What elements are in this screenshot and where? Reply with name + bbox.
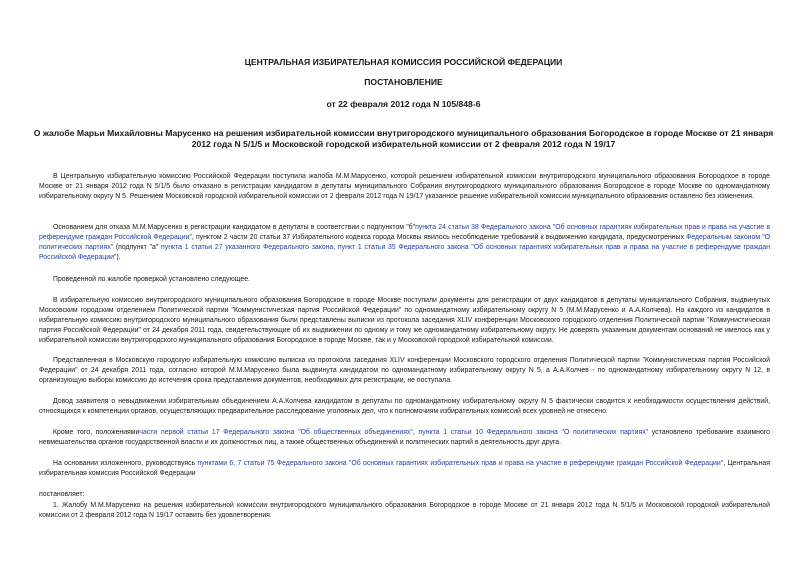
paragraph-refusal-grounds (39, 223, 770, 263)
document-date-number: от 22 февраля 2012 года N 105/848-6 (326, 99, 481, 109)
document-type: ПОСТАНОВЛЕНИЕ (364, 77, 443, 87)
paragraph-non-interference (39, 428, 770, 448)
text-fragment: ). (116, 254, 121, 262)
commission-name: ЦЕНТРАЛЬНАЯ ИЗБИРАТЕЛЬНАЯ КОМИССИЯ РОССИЙСКОЙ ФЕДЕРАЦИИ (244, 57, 563, 67)
law-link-article-75[interactable]: пунктами 6, 7 статьи 75 Федерального закона "Об основных гарантиях избирательных прав и права на участие в референдуме граждан Российской Федерации" (197, 460, 724, 467)
law-link-political-parties[interactable]: Федеральным законом "О политических партиях" (39, 234, 770, 252)
paragraph-decision-item-1: 1. Жалобу М.М.Марусенко на решения избирательной комиссии внутригородского муниципального образования Богородское в городе Москве от 21 января 2012 года N 5/1/5 и Московской городской избирательной комиссии от 2 февраля 2012 года N 19/17 оставить без удовлетворения. (39, 502, 770, 520)
law-link-article-38[interactable]: пункта 24 статьи 38 Федерального закона "Об основных гарантиях избирательных прав и права на участие в референдуме граждан Российской Федерации" (39, 224, 770, 242)
text-fragment: Кроме того, положениями (53, 429, 140, 436)
paragraph-complaint-received: В Центральную избирательную комиссию Российской Федерации поступила жалоба М.М.Марусенко, которой решением избирательной комиссии внутригородского муниципального образования Богородское в городе Москве от 21 января 2012 года N 5/1/5 было отказано в регистрации кандидатом в депутаты муниципального Собрания внутригородского муниципального образования Богородское в городе Москве по одномандатному избирательному округу N 5. Решением Московской городской избирательной комиссии от 2 февраля 2012 года N 19/17 указанное решение избирательной комиссии муниципального образования оставлено без изменения. (39, 173, 770, 201)
document-title: О жалобе Марьи Михайловны Марусенко на решения избирательной комиссии внутригородского муниципального образования Богородское в городе Москве от 21 января 2012 года N 5/1/5 и Московской городской избирательной комиссии от 2 февраля 2012 года N 19/17 (33, 128, 774, 149)
text-fragment: , Центральная избирательная комиссия Российской Федерации (39, 460, 770, 478)
text-fragment: (подпункт "а" (113, 244, 159, 252)
paragraph-protocol-extract: Представленная в Московскую городскую избирательную комиссию выписка из протокола заседания XLIV конференции Московского городского отделения Политической партии "Коммунистическая партия Российской Федерации" от 24 декабря 2011 года, согласно которой М.М.Марусенко была выдвинута кандидатом по одномандатному избирательному округу N 5, а А.А.Колчев - по одномандатному избирательному округу N 12, в организующую выборы комиссию до истечения срока представления документов, необходимых для регистрации, не поступала. (39, 357, 770, 385)
paragraph-resolves: постановляет: (39, 491, 85, 498)
text-fragment: Основанием для отказа М.М.Марусенко в регистрации кандидатом в депутаты в соответствии с подпунктом "б" (53, 224, 416, 231)
paragraph-applicant-argument: Довод заявителя о невыдвижении избирательным объединением А.А.Колчева кандидатом в депутаты по одномандатному избирательному округу N 5 фактически сводится к необходимости осуществления действий, относящихся к компетенции органов, осуществляющих предварительное расследование уголовных дел, что к полномочиям избирательных комиссий всех уровней не отнесено. (39, 398, 770, 416)
text-fragment: , (412, 429, 419, 436)
text-fragment: , пунктом 2 части 20 статьи 37 Избирательного кодекса города Москвы явилось несоблюдение требований к выдвижению кандидата, предусмотренных (191, 234, 684, 242)
paragraph-based-on (39, 459, 770, 479)
law-link-article-27-35[interactable]: пункта 1 статьи 27 указанного Федерального закона, пункт 1 статьи 35 Федерального закона "Об основных гарантиях избирательных прав и права на участие в референдуме граждан Российской Федерации" (39, 244, 770, 262)
law-link-political-parties-article-10[interactable]: пункта 1 статьи 10 Федерального закона "О политических партиях" (418, 429, 649, 436)
text-fragment: установлено требование взаимного невмешательства органов государственной власти и их должностных лиц, а также общественных объединений и политических партий в деятельность друг друга. (39, 429, 771, 447)
law-link-public-associations[interactable]: части первой статьи 17 Федерального закона "Об общественных объединениях" (139, 429, 413, 436)
paragraph-inspection: Проведенной по жалобе проверкой установлено следующее. (53, 276, 250, 283)
text-fragment: На основании изложенного, руководствуясь (53, 460, 196, 467)
paragraph-documents-submitted: В избирательную комиссию внутригородского муниципального образования Богородское в городе Москве поступили документы для регистрации от двух кандидатов в депутаты муниципального Собрания, выдвинутых Московским городским отделением Политической партии "Коммунистическая партия Российской Федерации" по одномандатному избирательному округу N 5 (М.М.Марусенко и А.А.Колчева). На каждого из кандидатов в избирательную комиссию внутригородского муниципального образования были представлены выписки из протокола заседания XLIV конференции Московского городского отделения Политической партии "Коммунистическая партия Российской Федерации" от 24 декабря 2011 года, свидетельствующие об их выдвижении по одному и тому же одномандатному избирательному округу. Не доверять указанным документам оснований не имелось как у избирательной комиссии внутригородского муниципального образования Богородское в городе Москве, так и у Московской городской избирательной комиссии. (39, 297, 770, 345)
